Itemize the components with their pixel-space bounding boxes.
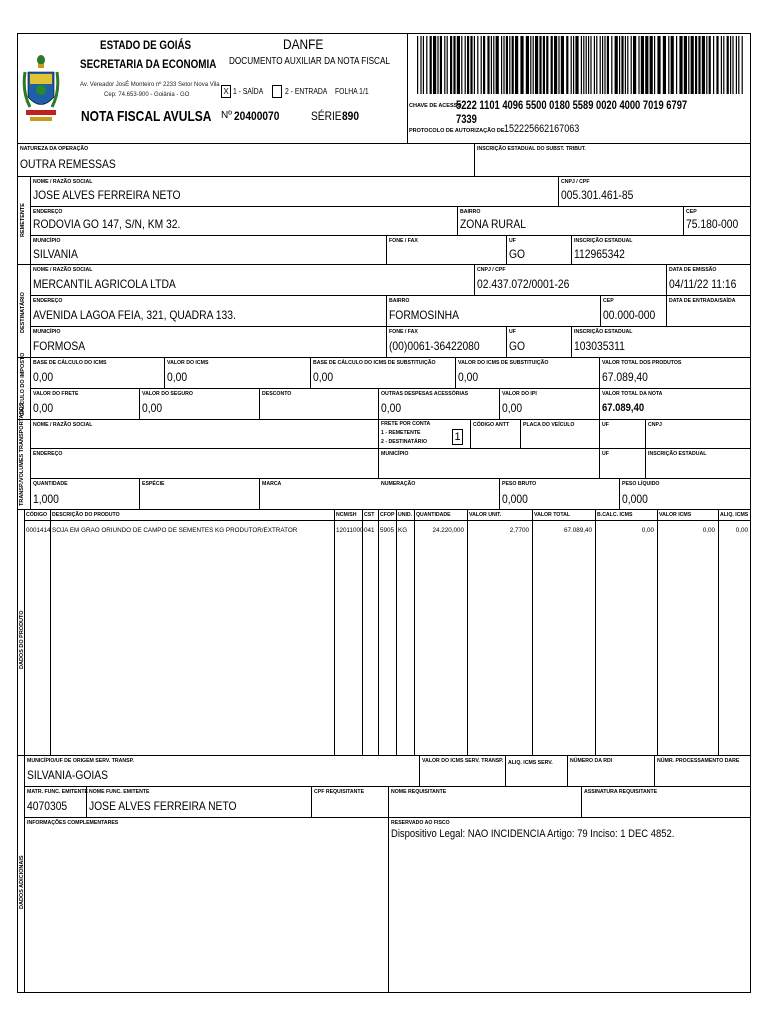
reserved-label: RESERVADO AO FISCO xyxy=(391,820,450,826)
barcode-bar xyxy=(631,36,632,94)
barcode-bar xyxy=(695,36,697,94)
antt-label: CÓDIGO ANTT xyxy=(473,422,510,428)
barcode-bar xyxy=(420,36,421,94)
barcode-bar xyxy=(530,36,531,94)
barcode-bar xyxy=(457,36,460,94)
barcode-bar xyxy=(668,36,669,94)
danfe-subtitle: DOCUMENTO AUXILIAR DA NOTA FISCAL xyxy=(229,56,391,67)
barcode-bar xyxy=(575,36,578,94)
recipient-section: DESTINATÁRIO xyxy=(20,292,26,333)
plate-label: PLACA DO VEÍCULO xyxy=(523,422,575,428)
recipient-ie: 103035311 xyxy=(574,339,625,353)
barcode-bar xyxy=(586,36,587,94)
product-cell: 0001414 xyxy=(26,527,51,534)
sender-district: ZONA RURAL xyxy=(460,217,526,231)
sender-phone-label: FONE / FAX xyxy=(389,238,418,244)
sender-uf-label: UF xyxy=(509,238,516,244)
barcode xyxy=(417,36,745,94)
product-header-cell: UNID. xyxy=(398,512,413,518)
products-total: 67.089,40 xyxy=(602,370,648,384)
barcode-bar xyxy=(627,36,628,94)
barcode-bar xyxy=(691,36,694,94)
barcode-bar xyxy=(554,36,557,94)
entry-label: 2 - ENTRADA xyxy=(285,87,328,96)
barcode-bar xyxy=(604,36,605,94)
matr-value: 4070305 xyxy=(27,799,68,813)
dare-label: NÚMR. PROCESSAMENTO DARE xyxy=(657,758,740,764)
ipi-label: VALOR DO IPI xyxy=(502,391,537,397)
barcode-bar xyxy=(727,36,729,94)
sender-district-label: BAIRRO xyxy=(460,209,481,215)
recipient-address-label: ENDEREÇO xyxy=(33,298,63,304)
barcode-bar xyxy=(684,36,687,94)
barcode-bar xyxy=(535,36,538,94)
barcode-bar xyxy=(615,36,618,94)
matr-label: MATR. FUNC. EMITENTE xyxy=(27,789,88,795)
recipient-address: AVENIDA LAGOA FEIA, 321, QUADRA 133. xyxy=(33,308,236,322)
barcode-bar xyxy=(417,36,418,94)
barcode-bar xyxy=(581,36,582,94)
nature-value: OUTRA REMESSAS xyxy=(20,157,116,171)
freight-label: VALOR DO FRETE xyxy=(33,391,79,397)
barcode-bar xyxy=(600,36,601,94)
barcode-bar xyxy=(688,36,689,94)
product-header-cell: NCM/SH xyxy=(336,512,357,518)
emitter-label: NOME FUNC. EMITENTE xyxy=(89,789,150,795)
freight-option-sender: 1 - REMETENTE xyxy=(381,430,421,436)
product-header-cell: ALIQ. ICMS xyxy=(720,512,749,518)
product-cell: 5905 xyxy=(380,527,395,534)
transport-section: TRANSP./VOLUMES TRANSPORTADOS xyxy=(19,402,25,506)
barcode-bar xyxy=(437,36,438,94)
freight-by-value: 1 xyxy=(452,429,463,445)
barcode-bar xyxy=(440,36,442,94)
nature-label: NATUREZA DA OPERAÇÃO xyxy=(20,146,89,152)
access-key: 5222 1101 4096 5500 0180 5589 0020 4000 7019 6797 7339 xyxy=(456,98,688,126)
auth-label: PROTOCOLO DE AUTORIZAÇÃO DE xyxy=(409,128,505,134)
qty-value: 1,000 xyxy=(33,492,59,506)
recipient-ie-label: INSCRIÇÃO ESTADUAL xyxy=(574,329,633,335)
recipient-city-label: MUNICÍPIO xyxy=(33,329,61,335)
barcode-bar xyxy=(481,36,482,94)
insurance-label: VALOR DO SEGURO xyxy=(142,391,193,397)
barcode-bar xyxy=(566,36,568,94)
products-section: DADOS DO PRODUTO xyxy=(19,610,25,670)
barcode-bar xyxy=(546,36,548,94)
barcode-bar xyxy=(483,36,485,94)
species-label: ESPÉCIE xyxy=(142,481,165,487)
barcode-bar xyxy=(506,36,508,94)
sender-ie-label: INSCRIÇÃO ESTADUAL xyxy=(574,238,633,244)
product-cell: 041 xyxy=(364,527,375,534)
barcode-bar xyxy=(561,36,564,94)
entry-checkbox xyxy=(272,85,282,98)
carrier-ie-label: INSCRIÇÃO ESTADUAL xyxy=(648,451,707,457)
barcode-bar xyxy=(723,36,724,94)
danfe-title: DANFE xyxy=(283,36,324,52)
barcode-bar xyxy=(713,36,714,94)
barcode-bar xyxy=(676,36,677,94)
entry-date-label: DATA DE ENTRADA/SAÍDA xyxy=(669,298,736,304)
series-label: SÉRIE xyxy=(311,109,342,123)
barcode-bar xyxy=(461,36,462,94)
product-header-cell: CÓDIGO xyxy=(26,512,48,518)
coat-of-arms-icon xyxy=(22,52,60,132)
base-st-label: BASE DE CÁLCULO DO ICMS DE SUBSTITUIÇÃO xyxy=(313,360,436,366)
barcode-bar xyxy=(543,36,545,94)
sheet-label: FOLHA 1/1 xyxy=(335,87,369,96)
freight-value: 0,00 xyxy=(33,401,54,415)
base-icms: 0,00 xyxy=(33,370,54,384)
barcode-bar xyxy=(430,36,432,94)
ipi-value: 0,00 xyxy=(502,401,523,415)
document-title: NOTA FISCAL AVULSA xyxy=(81,108,212,125)
barcode-bar xyxy=(738,36,739,94)
recipient-district-label: BAIRRO xyxy=(389,298,410,304)
sender-cnpj: 005.301.461-85 xyxy=(561,188,634,202)
sender-city: SILVANIA xyxy=(33,247,78,261)
barcode-bar xyxy=(596,36,597,94)
carrier-name-label: NOME / RAZÃO SOCIAL xyxy=(33,422,93,428)
product-header-cell: VALOR ICMS xyxy=(659,512,692,518)
sender-address: RODOVIA GO 147, S/N, KM 32. xyxy=(33,217,181,231)
barcode-bar xyxy=(533,36,534,94)
net-weight: 0,000 xyxy=(622,492,648,506)
secretariat-name: SECRETARIA DA ECONOMIA xyxy=(80,57,217,71)
barcode-bar xyxy=(447,36,448,94)
product-header-cell: CFOP xyxy=(380,512,395,518)
barcode-bar xyxy=(588,36,589,94)
recipient-name-label: NOME / RAZÃO SOCIAL xyxy=(33,267,93,273)
product-cell: 0,00 xyxy=(735,527,748,534)
sender-cep: 75.180-000 xyxy=(686,217,739,231)
reserved-text: Dispositivo Legal: NAO INCIDENCIA Artigo: 79 Inciso: 1 DEC 4852. xyxy=(391,828,675,840)
barcode-bar xyxy=(501,36,502,94)
recipient-city: FORMOSA xyxy=(33,339,86,353)
barcode-bar xyxy=(558,36,559,94)
additional-section: DADOS ADICIONAIS xyxy=(19,855,25,910)
discount-label: DESCONTO xyxy=(262,391,292,397)
barcode-bar xyxy=(619,36,620,94)
barcode-bar xyxy=(732,36,733,94)
carrier-address-label: ENDEREÇO xyxy=(33,451,63,457)
barcode-bar xyxy=(493,36,494,94)
auth-number: 152225662167063 xyxy=(504,123,580,135)
barcode-bar xyxy=(526,36,529,94)
sender-name-label: NOME / RAZÃO SOCIAL xyxy=(33,179,93,185)
sender-city-label: MUNICÍPIO xyxy=(33,238,61,244)
sender-uf: GO xyxy=(509,247,526,261)
icms-st-label: VALOR DO ICMS DE SUBSTITUIÇÃO xyxy=(458,360,549,366)
recipient-cnpj: 02.437.072/0001-26 xyxy=(477,277,570,291)
product-cell: KG xyxy=(398,527,408,534)
numbering-label: NUMERAÇÃO xyxy=(381,481,416,487)
barcode-bar xyxy=(477,36,478,94)
barcode-bar xyxy=(573,36,574,94)
barcode-bar xyxy=(590,36,591,94)
barcode-bar xyxy=(594,36,595,94)
barcode-bar xyxy=(736,36,737,94)
barcode-bar xyxy=(638,36,639,94)
product-header-cell: CST xyxy=(364,512,375,518)
product-cell: 24.220,000 xyxy=(432,527,464,534)
sender-ie: 112965342 xyxy=(574,247,625,261)
origin-label: MUNICÍPIO/UF DE ORIGEM SERV. TRANSP. xyxy=(27,758,134,764)
barcode-bar xyxy=(621,36,623,94)
product-cell: 12011000 xyxy=(336,527,364,534)
barcode-bar xyxy=(663,36,666,94)
sender-address-label: ENDEREÇO xyxy=(33,209,63,215)
barcode-bar xyxy=(730,36,731,94)
barcode-bar xyxy=(515,36,518,94)
barcode-bar xyxy=(509,36,510,94)
barcode-bar xyxy=(453,36,455,94)
barcode-bar xyxy=(654,36,655,94)
origin-value: SILVANIA-GOIAS xyxy=(27,768,109,782)
gross-weight: 0,000 xyxy=(502,492,528,506)
barcode-bar xyxy=(539,36,541,94)
net-weight-label: PESO LÍQUIDO xyxy=(622,481,660,487)
icms-value: 0,00 xyxy=(167,370,188,384)
product-cell: 0,00 xyxy=(641,527,654,534)
tax-section: CÁLCULO DO IMPOSTO xyxy=(20,352,26,416)
product-cell: SOJA EM GRAO ORIUNDO DE CAMPO DE SEMENTES KG PRODUTOR/EXTRATOR xyxy=(52,527,298,534)
emitter-name: JOSE ALVES FERREIRA NETO xyxy=(89,799,237,813)
requester-name-label: NOME REQUISITANTE xyxy=(391,789,447,795)
requester-sign-label: ASSINATURA REQUISITANTE xyxy=(584,789,658,795)
icms-service-label: VALOR DO ICMS SERV. TRANSP. xyxy=(422,758,504,764)
product-header-cell: DESCRIÇÃO DO PRODUTO xyxy=(52,512,120,518)
barcode-bar xyxy=(423,36,424,94)
barcode-bar xyxy=(721,36,722,94)
barcode-bar xyxy=(633,36,636,94)
barcode-bar xyxy=(611,36,612,94)
barcode-bar xyxy=(551,36,553,94)
issuer-cep: Cep: 74.653-900 - Goiânia - GO xyxy=(104,92,190,98)
product-cell: 67.089,40 xyxy=(563,527,592,534)
barcode-bar xyxy=(520,36,523,94)
barcode-bar xyxy=(625,36,626,94)
barcode-bar xyxy=(433,36,436,94)
recipient-phone-label: FONE / FAX xyxy=(389,329,418,335)
barcode-bar xyxy=(671,36,674,94)
recipient-uf: GO xyxy=(509,339,526,353)
barcode-bar xyxy=(474,36,475,94)
sender-cep-label: CEP xyxy=(686,209,697,215)
barcode-bar xyxy=(444,36,445,94)
barcode-bar xyxy=(491,36,492,94)
recipient-uf-label: UF xyxy=(509,329,516,335)
aliq-service-label: ALIQ. ICMS SERV. xyxy=(508,760,553,766)
recipient-cep-label: CEP xyxy=(603,298,614,304)
freight-option-recipient: 2 - DESTINATÁRIO xyxy=(381,439,428,445)
barcode-bar xyxy=(503,36,504,94)
access-key-label: CHAVE DE ACESSO xyxy=(409,103,462,109)
other-value: 0,00 xyxy=(381,401,402,415)
cpf-requester-label: CPF REQUISITANTE xyxy=(314,789,365,795)
qty-label: QUANTIDADE xyxy=(33,481,68,487)
barcode-bar xyxy=(709,36,711,94)
barcode-bar xyxy=(650,36,653,94)
barcode-bar xyxy=(496,36,499,94)
barcode-bar xyxy=(571,36,572,94)
carrier-uf2-label: UF xyxy=(602,451,609,457)
sender-name: JOSE ALVES FERREIRA NETO xyxy=(33,188,181,202)
barcode-bar xyxy=(706,36,707,94)
carrier-uf-label: UF xyxy=(602,422,609,428)
barcode-bar xyxy=(450,36,452,94)
other-label: OUTRAS DESPESAS ACESSÓRIAS xyxy=(381,391,469,397)
sender-section: REMETENTE xyxy=(20,203,26,237)
document-number: 20400070 xyxy=(234,109,280,123)
number-prefix: Nº xyxy=(221,110,232,121)
product-cell: 2,7700 xyxy=(509,527,529,534)
subst-label: INSCRIÇÃO ESTADUAL DO SUBST. TRIBUT. xyxy=(477,146,586,152)
icms-label: VALOR DO ICMS xyxy=(167,360,209,366)
series-number: 890 xyxy=(342,109,360,123)
base-st: 0,00 xyxy=(313,370,334,384)
recipient-name: MERCANTIL AGRICOLA LTDA xyxy=(33,277,176,291)
note-total: 67.089,40 xyxy=(602,402,645,414)
freight-by-label: FRETE POR CONTA xyxy=(381,421,431,427)
product-cell: 0,00 xyxy=(702,527,715,534)
product-header-cell: B.CALC. ICMS xyxy=(597,512,633,518)
barcode-bar xyxy=(583,36,584,94)
complementary-info-label: INFORMAÇÕES COMPLEMENTARES xyxy=(27,820,119,826)
products-total-label: VALOR TOTAL DOS PRODUTOS xyxy=(602,360,682,366)
product-header-cell: VALOR TOTAL xyxy=(534,512,571,518)
barcode-bar xyxy=(487,36,489,94)
carrier-cnpj-label: CNPJ xyxy=(648,422,662,428)
gross-weight-label: PESO BRUTO xyxy=(502,481,537,487)
barcode-bar xyxy=(645,36,648,94)
icms-st: 0,00 xyxy=(458,370,479,384)
product-header-cell: VALOR UNIT. xyxy=(469,512,502,518)
recipient-district: FORMOSINHA xyxy=(389,308,459,322)
note-total-label: VALOR TOTAL DA NOTA xyxy=(602,391,663,397)
barcode-bar xyxy=(470,36,472,94)
sender-cnpj-label: CNPJ / CPF xyxy=(561,179,590,185)
barcode-bar xyxy=(679,36,682,94)
barcode-bar xyxy=(702,36,705,94)
product-header-cell: QUANTIDADE xyxy=(416,512,451,518)
barcode-bar xyxy=(607,36,609,94)
barcode-bar xyxy=(465,36,466,94)
recipient-phone: (00)0061-36422080 xyxy=(389,339,480,353)
insurance-value: 0,00 xyxy=(142,401,163,415)
barcode-bar xyxy=(641,36,644,94)
recipient-cep: 00.000-000 xyxy=(603,308,656,322)
brand-label: MARCA xyxy=(262,481,282,487)
barcode-bar xyxy=(698,36,700,94)
barcode-bar xyxy=(742,36,743,94)
issuer-address: Av. Vereador JosÉ Monteiro nº 2233 Setor Nova Vila xyxy=(80,82,220,88)
barcode-bar xyxy=(426,36,427,94)
emission-date: 04/11/22 11:16 xyxy=(669,277,737,291)
barcode-bar xyxy=(602,36,603,94)
exit-label: 1 - SAÍDA xyxy=(233,87,264,96)
recipient-cnpj-label: CNPJ / CPF xyxy=(477,267,506,273)
state-name: ESTADO DE GOIÁS xyxy=(100,38,192,52)
rdi-label: NÚMERO DA RDI xyxy=(570,758,613,764)
emission-label: DATA DE EMISSÃO xyxy=(669,267,717,273)
barcode-bar xyxy=(467,36,469,94)
exit-checkbox: X xyxy=(221,85,231,98)
carrier-city-label: MUNICÍPIO xyxy=(381,451,409,457)
base-icms-label: BASE DE CÁLCULO DO ICMS xyxy=(33,360,107,366)
barcode-bar xyxy=(657,36,660,94)
barcode-bar xyxy=(512,36,514,94)
barcode-bar xyxy=(716,36,718,94)
